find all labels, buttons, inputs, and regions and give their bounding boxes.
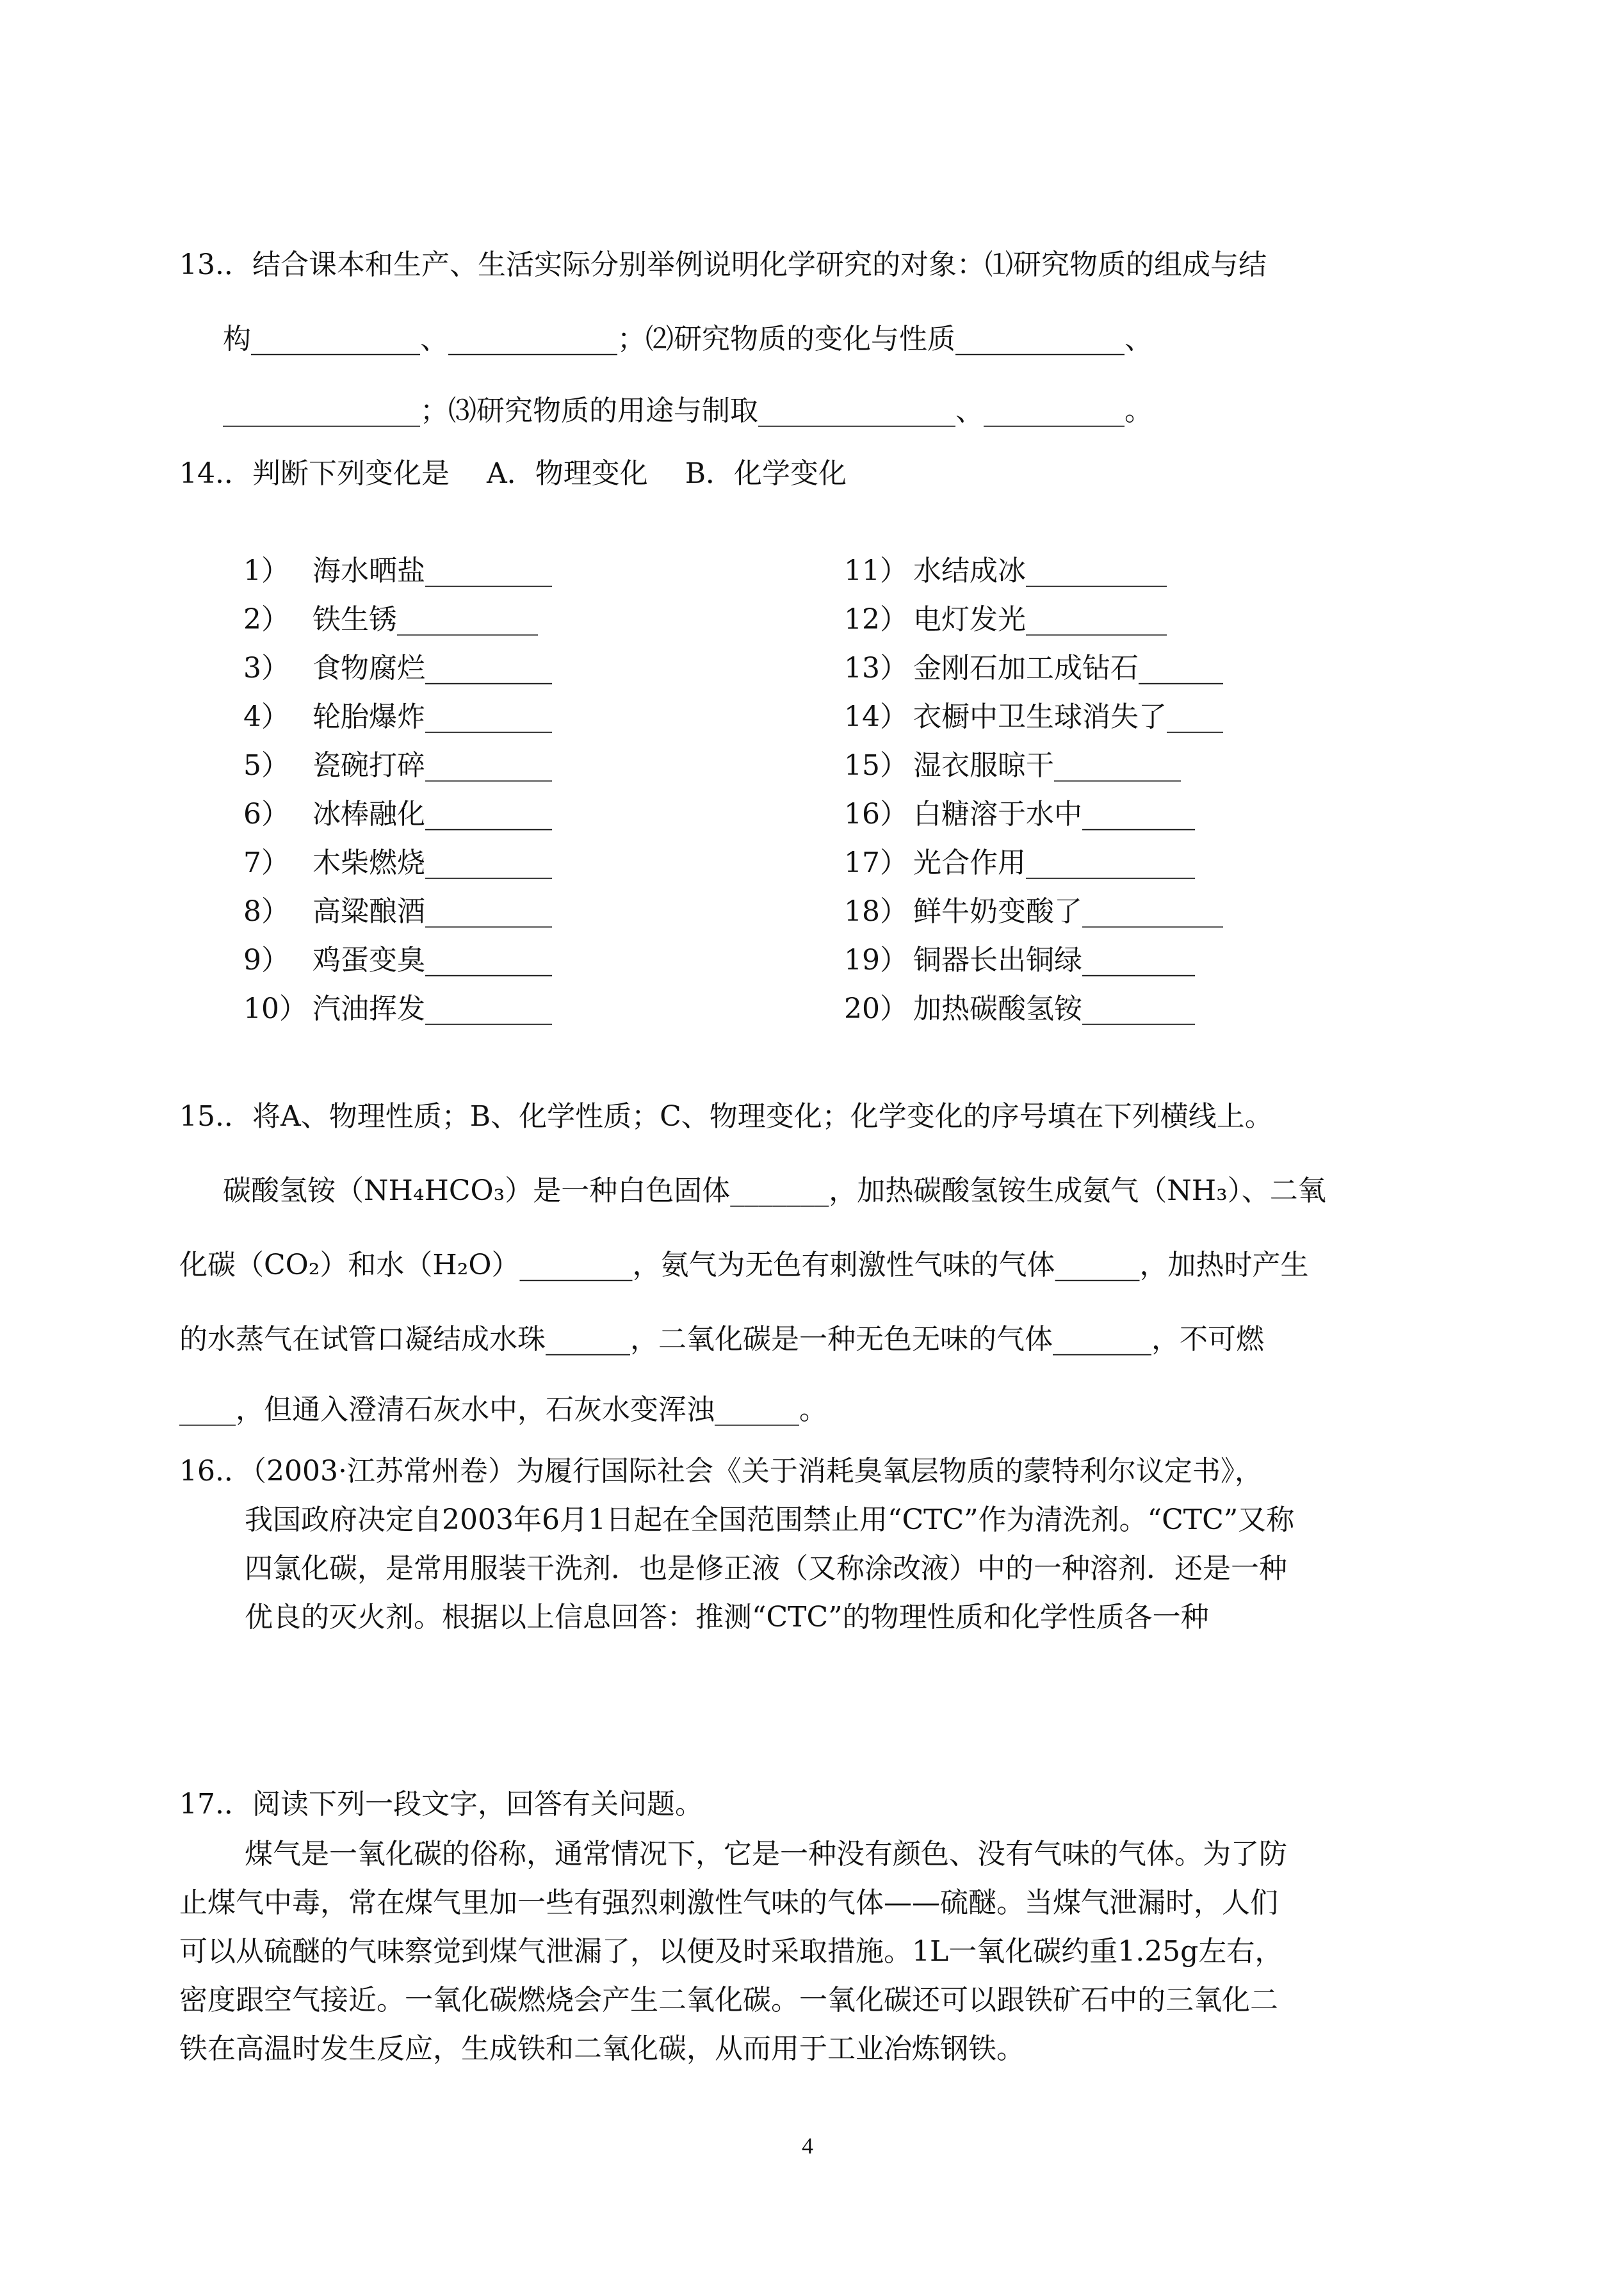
q16-line-3: 四氯化碳，是常用服装干洗剂．也是修正液（又称涂改液）中的一种溶剂．还是一种 bbox=[245, 1552, 1287, 1585]
list-item: 4） 轮胎爆炸_________ bbox=[243, 701, 552, 733]
list-item: 2） 铁生锈__________ bbox=[243, 603, 538, 636]
q15-line-4: 的水蒸气在试管口凝结成水珠______，二氧化碳是一种无色无味的气体_______，不可燃 bbox=[179, 1323, 1264, 1356]
list-item: 18） 鲜牛奶变酸了__________ bbox=[844, 895, 1223, 928]
q17-line-3: 止煤气中毒，常在煤气里加一些有强烈刺激性气味的气体——硫醚。当煤气泄漏时，人们 bbox=[179, 1886, 1278, 1919]
list-item: 17） 光合作用____________ bbox=[844, 847, 1195, 879]
list-item: 10） 汽油挥发_________ bbox=[243, 993, 552, 1025]
list-item: 11） 水结成冰__________ bbox=[844, 555, 1167, 587]
q17-line-1: 17.．阅读下列一段文字，回答有关问题。 bbox=[179, 1788, 703, 1821]
q17-line-2: 煤气是一氧化碳的俗称，通常情况下，它是一种没有颜色、没有气味的气体。为了防 bbox=[245, 1838, 1287, 1870]
q16-line-2: 我国政府决定自2003年6月1日起在全国范围禁止用“CTC”作为清洗剂。“CTC”又称 bbox=[245, 1504, 1295, 1536]
list-item: 1） 海水晒盐_________ bbox=[243, 555, 552, 587]
list-item: 19） 铜器长出铜绿________ bbox=[844, 944, 1195, 977]
list-item: 15） 湿衣服晾干_________ bbox=[844, 749, 1181, 782]
list-item: 13） 金刚石加工成钻石______ bbox=[844, 652, 1223, 685]
list-item: 9） 鸡蛋变臭_________ bbox=[243, 944, 552, 977]
q17-line-4: 可以从硫醚的气味察觉到煤气泄漏了，以便及时采取措施。1L一氧化碳约重1.25g左右， bbox=[179, 1935, 1283, 1968]
q13-line-2: 构____________、____________；⑵研究物质的变化与性质____________、 bbox=[223, 323, 1153, 355]
q15-line-3: 化碳（CO₂）和水（H₂O）________，氨气为无色有刺激性气味的气体______，加热时产生 bbox=[179, 1249, 1309, 1281]
q16-line-4: 优良的灭火剂。根据以上信息回答：推测“CTC”的物理性质和化学性质各一种 bbox=[245, 1601, 1209, 1634]
list-item: 14） 衣橱中卫生球消失了____ bbox=[844, 701, 1223, 733]
page-number: 4 bbox=[802, 2133, 813, 2159]
q14-header: 14.．判断下列变化是 A．物理变化 B．化学变化 bbox=[179, 457, 847, 490]
q17-line-6: 铁在高温时发生反应，生成铁和二氧化碳，从而用于工业冶炼钢铁。 bbox=[179, 2032, 1025, 2065]
list-item: 8） 高粱酿酒_________ bbox=[243, 895, 552, 928]
q15-line-5: ____，但通入澄清石灰水中，石灰水变浑浊______。 bbox=[179, 1393, 827, 1426]
q15-line-2: 碳酸氢铵（NH₄HCO₃）是一种白色固体_______，加热碳酸氢铵生成氨气（NH₃）、二氧 bbox=[223, 1174, 1326, 1207]
q17-line-5: 密度跟空气接近。一氧化碳燃烧会产生二氧化碳。一氧化碳还可以跟铁矿石中的三氧化二 bbox=[179, 1984, 1278, 2016]
q13-line-1: 13.．结合课本和生产、生活实际分别举例说明化学研究的对象：⑴研究物质的组成与结 bbox=[179, 248, 1267, 281]
list-item: 5） 瓷碗打碎_________ bbox=[243, 749, 552, 782]
q13-line-3: ______________；⑶研究物质的用途与制取______________、__________。 bbox=[223, 394, 1153, 427]
list-item: 6） 冰棒融化_________ bbox=[243, 798, 552, 831]
q15-line-1: 15.．将A、物理性质；B、化学性质；C、物理变化；化学变化的序号填在下列横线上。 bbox=[179, 1100, 1273, 1133]
q16-line-1: 16.．（2003·江苏常州卷）为履行国际社会《关于消耗臭氧层物质的蒙特利尔议定书》， bbox=[179, 1455, 1263, 1488]
list-item: 20） 加热碳酸氢铵________ bbox=[844, 993, 1195, 1025]
list-item: 12） 电灯发光__________ bbox=[844, 603, 1167, 636]
list-item: 7） 木柴燃烧_________ bbox=[243, 847, 552, 879]
list-item: 16） 白糖溶于水中________ bbox=[844, 798, 1195, 831]
list-item: 3） 食物腐烂_________ bbox=[243, 652, 552, 685]
